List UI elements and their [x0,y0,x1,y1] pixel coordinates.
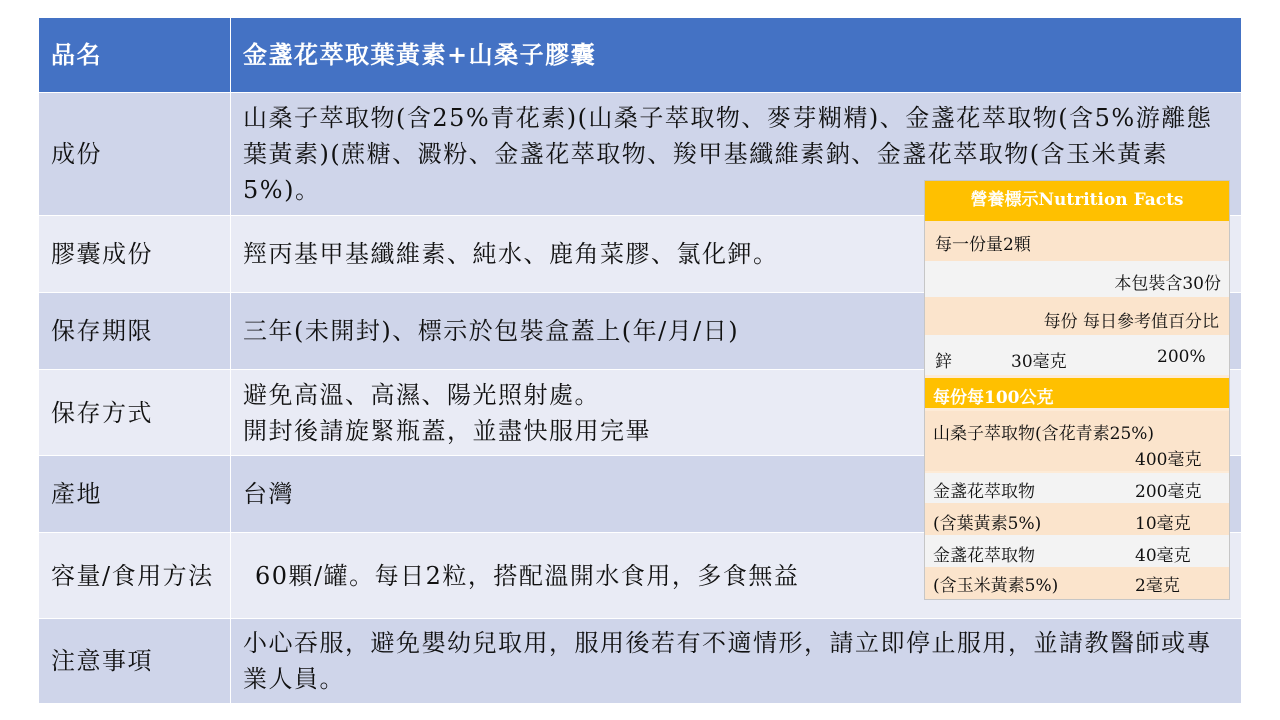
row-label-capsule: 膠囊成份 [39,216,231,293]
bilberry-name: 山桑子萃取物(含花青素25%) [933,424,1155,444]
marigold1-amount: 200毫克 [1135,482,1202,502]
serving-size: 每一份量2顆 [935,235,1031,255]
bilberry-row [925,411,1229,471]
zinc-row [925,335,1229,375]
zeaxanthin-amount: 2毫克 [1135,576,1180,596]
bilberry-amount: 400毫克 [1135,450,1202,470]
zinc-name: 鋅 [935,352,952,372]
row-label-usage: 容量/食用方法 [39,533,231,619]
row-label-ingredients: 成份 [39,93,231,216]
section2-title-row [925,378,1229,408]
marigold2-amount: 40毫克 [1135,546,1191,566]
row-label-notes: 注意事項 [39,619,231,704]
zeaxanthin-name: (含玉米黃素5%) [933,576,1059,596]
zinc-amount: 30毫克 [1011,352,1067,372]
column-header: 每份 每日參考值百分比 [1043,312,1219,332]
storage-line-2: 開封後請旋緊瓶蓋，並盡快服用完畢 [243,416,651,445]
row-value-usage: 60顆/罐。每日2粒，搭配溫開水食用，多食無益 [231,533,1242,619]
column-header-row [925,297,1229,335]
row-value-capsule: 羥丙基甲基纖維素、純水、鹿角菜膠、氯化鉀。 [231,216,1242,293]
row-value-ingredients: 山桑子萃取物(含25%青花素)(山桑子萃取物、麥芽糊精)、金盞花萃取物(含5%游離態葉黃素)(蔗糖、澱粉、金盞花萃取物、羧甲基纖維素鈉、金盞花萃取物(含玉米黃素5%)。 [231,93,1242,216]
header-label: 品名 [39,18,231,93]
marigold2-row [925,535,1229,567]
lutein-row [925,503,1229,535]
servings-per-pack-row [925,261,1229,297]
row-value-notes: 小心吞服，避免嬰幼兒取用，服用後若有不適情形，請立即停止服用，並請教醫師或專業人員。 [231,619,1242,704]
row-label-shelf-life: 保存期限 [39,293,231,370]
servings-per-pack: 本包裝含30份 [1114,274,1221,294]
nutrition-facts-panel [924,180,1230,600]
row-label-origin: 產地 [39,456,231,533]
marigold2-name: 金盞花萃取物 [933,546,1035,566]
product-name: 金盞花萃取葉黃素+山桑子膠囊 [231,18,1242,93]
zeaxanthin-row [925,567,1229,600]
table-row-notes [39,619,1242,704]
zinc-daily-value: 200% [1157,347,1206,367]
nutrition-title: 營養標示Nutrition Facts [925,181,1229,221]
row-value-shelf-life: 三年(未開封)、標示於包裝盒蓋上(年/月/日) [231,293,1242,370]
header-row [39,18,1242,93]
marigold1-row [925,473,1229,503]
storage-line-1: 避免高溫、高濕、陽光照射處。 [243,380,600,409]
row-value-origin: 台灣 [231,456,1242,533]
serving-size-row [925,221,1229,261]
row-label-storage: 保存方式 [39,370,231,456]
lutein-name: (含葉黃素5%) [933,514,1042,534]
section2-title: 每份每100公克 [933,388,1054,408]
marigold1-name: 金盞花萃取物 [933,482,1035,502]
lutein-amount: 10毫克 [1135,514,1191,534]
